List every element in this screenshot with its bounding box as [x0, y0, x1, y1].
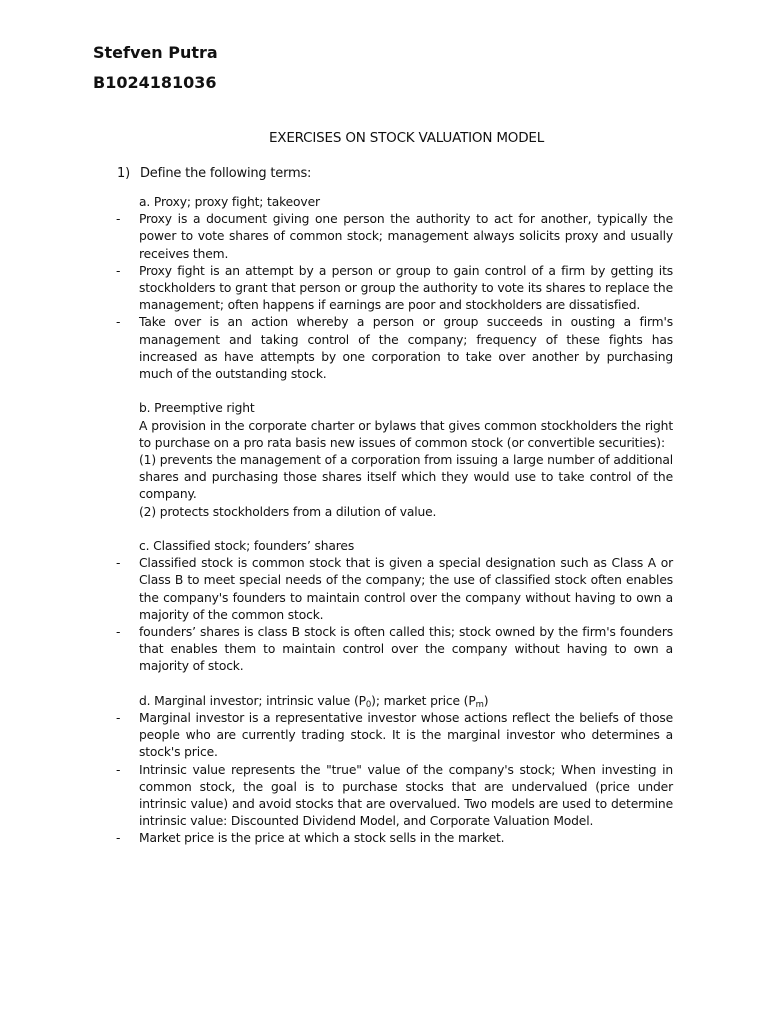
bullet-marker: -: [116, 263, 121, 278]
list-item-text: Marginal investor is a representative investor whose actions reflect the beliefs of those people who are currently trading stock. It is the marginal investor who determines a stock's price.: [139, 711, 673, 760]
list-item-text: founders’ shares is class B stock is often called this; stock owned by the firm's founders that enables them to maintain control over the company without having to own a majority of stock.: [139, 625, 673, 674]
document-title: EXERCISES ON STOCK VALUATION MODEL: [268, 130, 545, 146]
section-a-heading: a. Proxy; proxy fight; takeover: [139, 195, 320, 209]
list-item: [116, 211, 673, 263]
section-a: [116, 194, 673, 383]
list-item: [116, 555, 673, 624]
list-item: [116, 624, 673, 676]
question-text: Define the following terms:: [140, 166, 312, 181]
paragraph: A provision in the corporate charter or bylaws that gives common stockholders the right to purchase on a pro rata basis new issues of common stock (or convertible securities):: [139, 418, 673, 450]
question-1: [117, 166, 311, 181]
heading-part: d. Marginal investor; intrinsic value (P: [139, 693, 366, 708]
section-d-heading: [139, 693, 673, 710]
answer-content: [116, 194, 673, 865]
section-c-heading: c. Classified stock; founders’ shares: [139, 539, 355, 554]
list-item: [116, 314, 673, 383]
list-item: [116, 762, 673, 831]
student-id: B1024181036: [93, 73, 217, 92]
heading-part: ); market price (P: [371, 693, 476, 708]
subscript-m: m: [475, 699, 484, 710]
section-b: [139, 400, 673, 520]
bullet-marker: -: [116, 831, 121, 846]
author-name: Stefven Putra: [93, 43, 218, 62]
question-number: 1): [117, 166, 130, 181]
list-item: [116, 263, 673, 315]
bullet-marker: -: [116, 711, 121, 726]
section-c: [116, 538, 673, 676]
list-item: [116, 830, 673, 847]
list-item-text: Proxy is a document giving one person the authority to act for another, typically the power to vote shares of common stock; management always solicits proxy and usually receives them.: [139, 212, 673, 261]
list-item-text: Take over is an action whereby a person or group succeeds in ousting a firm's management and taking control of the company; frequency of these fights has increased as have attempts by one corporation to take over another by purchasing much of the outstanding stock.: [139, 315, 673, 382]
bullet-marker: -: [116, 315, 121, 330]
subscript-zero: 0: [365, 699, 372, 710]
list-item-text: Proxy fight is an attempt by a person or group to gain control of a firm by getting its stockholders to grant that person or group the authority to vote its shares to replace the management; often happens if earnings are poor and stockholders are dissatisfied.: [139, 263, 673, 313]
paragraph: (2) protects stockholders from a dilution of value.: [139, 504, 437, 519]
paragraph: (1) prevents the management of a corporation from issuing a large number of additional shares and purchasing those shares itself which they would use to take control of the company.: [139, 453, 673, 502]
bullet-marker: -: [116, 625, 121, 640]
heading-part: ): [483, 693, 489, 708]
list-item: [116, 710, 673, 762]
bullet-marker: -: [116, 762, 121, 777]
list-item-text: Classified stock is common stock that is given a special designation such as Class A or Class B to meet special needs of the company; the use of classified stock often enables the company's founders to maintain control over the company without having to own a majority of the common stock.: [139, 556, 673, 622]
list-item-text: Intrinsic value represents the "true" value of the company's stock; When investing in common stock, the goal is to purchase stocks that are undervalued (price under intrinsic value) and avoid stocks that are overvalued. Two models are used to determine intrinsic value: Discounted Dividend Model, and Corporate Valuation Model.: [139, 762, 673, 829]
list-item-text: Market price is the price at which a stock sells in the market.: [139, 831, 505, 846]
bullet-marker: -: [116, 212, 121, 227]
section-d: [116, 693, 673, 848]
section-b-heading: b. Preemptive right: [139, 401, 255, 416]
bullet-marker: -: [116, 556, 121, 571]
